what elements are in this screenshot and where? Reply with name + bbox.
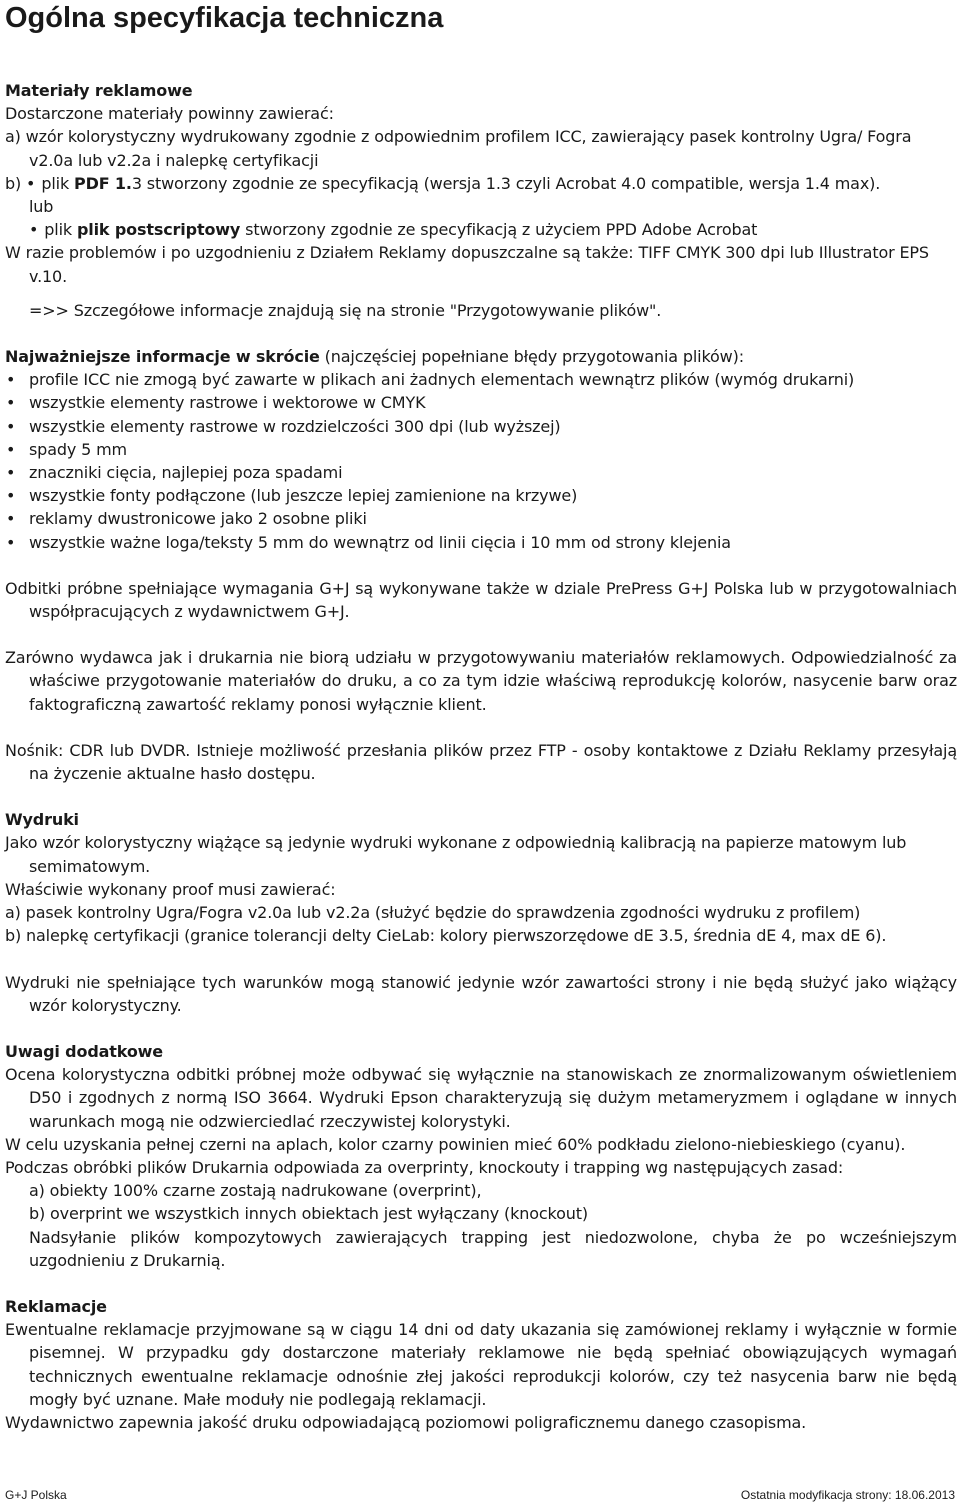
materials-problems: W razie problemów i po uzgodnieniu z Działem Reklamy dopuszczalne są także: TIFF CMYK 300 dpi lub Illustrator EPS v.10. (5, 243, 929, 286)
section-heading-complaints: Reklamacje (5, 1296, 107, 1316)
item-b-rest: 3 stworzony zgodnie ze specyfikacją (wersja 1.3 czyli Acrobat 4.0 compatible, wersja 1.4 max). (131, 173, 881, 193)
notes-p5: b) overprint we wszystkich innych obiektach jest wyłączany (knockout) (29, 1204, 588, 1224)
notes-p1: Ocena kolorystyczna odbitki próbnej może odbywać się wyłącznie na stanowiskach ze znormalizowanym oświetleniem D50 i zgodnych z normą ISO 3664. Wydruki Epson charakteryzują się dużym metameryzmem i oglądane w innych warunkach mogą nie odzwierciedlać rzeczywistej kolorystyki. (5, 1065, 957, 1131)
section-heading-prints: Wydruki (5, 810, 79, 830)
ps-bold: plik postscriptowy (76, 220, 241, 240)
section-key-info (5, 345, 957, 554)
item-b-pdf: PDF 1. (74, 173, 132, 193)
item-b-prefix: b) (5, 173, 22, 193)
media-paragraph: Nośnik: CDR lub DVDR. Istnieje możliwość przesłania plików przez FTP - osoby kontaktowe z Działu Reklamy przesyłają na życzenie aktualne hasło dostępu. (5, 740, 957, 784)
section-heading-materials: Materiały reklamowe (5, 81, 193, 100)
section-prints (5, 808, 957, 1017)
complaints-p2: Wydawnictwo zapewnia jakość druku odpowiadającą poziomowi poligraficznemu danego czasopisma. (5, 1412, 807, 1432)
list-item: • wszystkie ważne loga/teksty 5 mm do wewnątrz od linii cięcia i 10 mm od strony klejenia (5, 531, 957, 554)
notes-p3: Podczas obróbki plików Drukarnia odpowiada za overprinty, knockouty i trapping wg następujących zasad: (5, 1157, 844, 1177)
materials-item-a: a) wzór kolorystyczny wydrukowany zgodnie z odpowiednim profilem ICC, zawierający pasek kontrolny Ugra/ Fogra v2.0a lub v2.2a i nalepkę certyfikacji (5, 127, 912, 170)
complaints-p1: Ewentualne reklamacje przyjmowane są w ciągu 14 dni od daty ukazania się zamówionej reklamy i wyłącznie w formie pisemnej. W przypadku gdy dostarczone materiały reklamowe nie będą spełniać obowiązujących wymagań technicznych ewentualne reklamacje odnośnie złej jakości reprodukcji kolorów, czy też nasycenia barw nie będą mogły być uznane. Małe moduły nie podlegają reklamacji. (5, 1320, 957, 1409)
item-b-plik: plik (41, 173, 70, 193)
page-title: Ogólna specyfikacja techniczna (5, 2, 444, 34)
list-item: • profile ICC nie zmogą być zawarte w plikach ani żadnych elementach wewnątrz plików (wymóg drukarni) (5, 368, 957, 391)
bullet-marker (29, 220, 44, 239)
footer-publisher: G+J Polska (5, 1488, 67, 1502)
list-item: • reklamy dwustronicowe jako 2 osobne pliki (5, 507, 957, 530)
document-page (5, 0, 957, 1434)
list-item: • wszystkie elementy rastrowe i wektorowe w CMYK (5, 391, 957, 414)
prints-p5: Wydruki nie spełniające tych warunków mogą stanowić jedynie wzór zawartości strony i nie będą służyć jako wiążący wzór kolorystyczny. (5, 972, 957, 1015)
section-complaints (5, 1295, 957, 1434)
materials-item-b (5, 172, 957, 195)
prints-p2: Właściwie wykonany proof musi zawierać: (5, 879, 336, 899)
materials-intro: Dostarczone materiały powinny zawierać: (5, 104, 334, 124)
prints-p1: Jako wzór kolorystyczny wiążące są jedynie wydruki wykonane z odpowiednią kalibracją na papierze matowym lub semimatowym. (5, 833, 907, 876)
ps-plik: plik (44, 220, 73, 240)
key-info-list (5, 368, 957, 554)
section-heading-key-info: Najważniejsze informacje w skrócie (5, 347, 320, 367)
section-heading-notes: Uwagi dodatkowe (5, 1041, 164, 1061)
list-item: • znaczniki cięcia, najlepiej poza spadami (5, 461, 957, 484)
proofs-paragraph: Odbitki próbne spełniające wymagania G+J są wykonywane także w dziale PrePress G+J Polska lub w przygotowalniach współpracujących z wydawnictwem G+J. (5, 578, 957, 622)
notes-p4: a) obiekty 100% czarne zostają nadrukowane (overprint), (29, 1181, 482, 1201)
responsibility-paragraph: Zarówno wydawca jak i drukarnia nie biorą udziału w przygotowywaniu materiałów reklamowych. Odpowiedzialność za właściwe przygotowanie materiałów do druku, a co za tym idzie właściwą reprodukcję kolorów, nasycenie barw oraz faktograficzną zawartość reklamy ponosi wyłącznie klient. (5, 648, 957, 714)
key-info-heading-line (5, 345, 957, 368)
ps-rest: stworzony zgodnie ze specyfikacją z użyciem PPD Adobe Acrobat (245, 220, 758, 240)
materials-details-link: =>> Szczegółowe informacje znajdują się na stronie "Przygotowywanie plików". (29, 300, 662, 320)
materials-postscript (5, 218, 957, 241)
prints-p3: a) pasek kontrolny Ugra/Fogra v2.0a lub v2.2a (służyć będzie do sprawdzenia zgodności wydruku z profilem) (5, 903, 861, 923)
section-materials (5, 79, 957, 322)
list-item: • spady 5 mm (5, 438, 957, 461)
notes-p2: W celu uzyskania pełnej czerni na aplach, kolor czarny powinien mieć 60% podkładu zielono-niebieskiego (cyanu). (5, 1134, 906, 1154)
bullet-marker (26, 174, 41, 193)
list-item: • wszystkie fonty podłączone (lub jeszcze lepiej zamienione na krzywe) (5, 484, 957, 507)
list-item: • wszystkie elementy rastrowe w rozdzielczości 300 dpi (lub wyższej) (5, 415, 957, 438)
key-info-heading-suffix: (najczęściej popełniane błędy przygotowania plików): (319, 347, 744, 367)
materials-lub: lub (29, 197, 54, 217)
section-notes (5, 1040, 957, 1272)
prints-p4: b) nalepkę certyfikacji (granice tolerancji delty CieLab: kolory pierwszorzędowe dE 3.5, średnia dE 4, max dE 6). (5, 926, 887, 946)
notes-p6: Nadsyłanie plików kompozytowych zawierających trapping jest niedozwolone, chyba że po wcześniejszym uzgodnieniu z Drukarnią. (29, 1227, 957, 1270)
footer-last-modified: Ostatnia modyfikacja strony: 18.06.2013 (740, 1488, 955, 1502)
page-footer (5, 1488, 955, 1502)
